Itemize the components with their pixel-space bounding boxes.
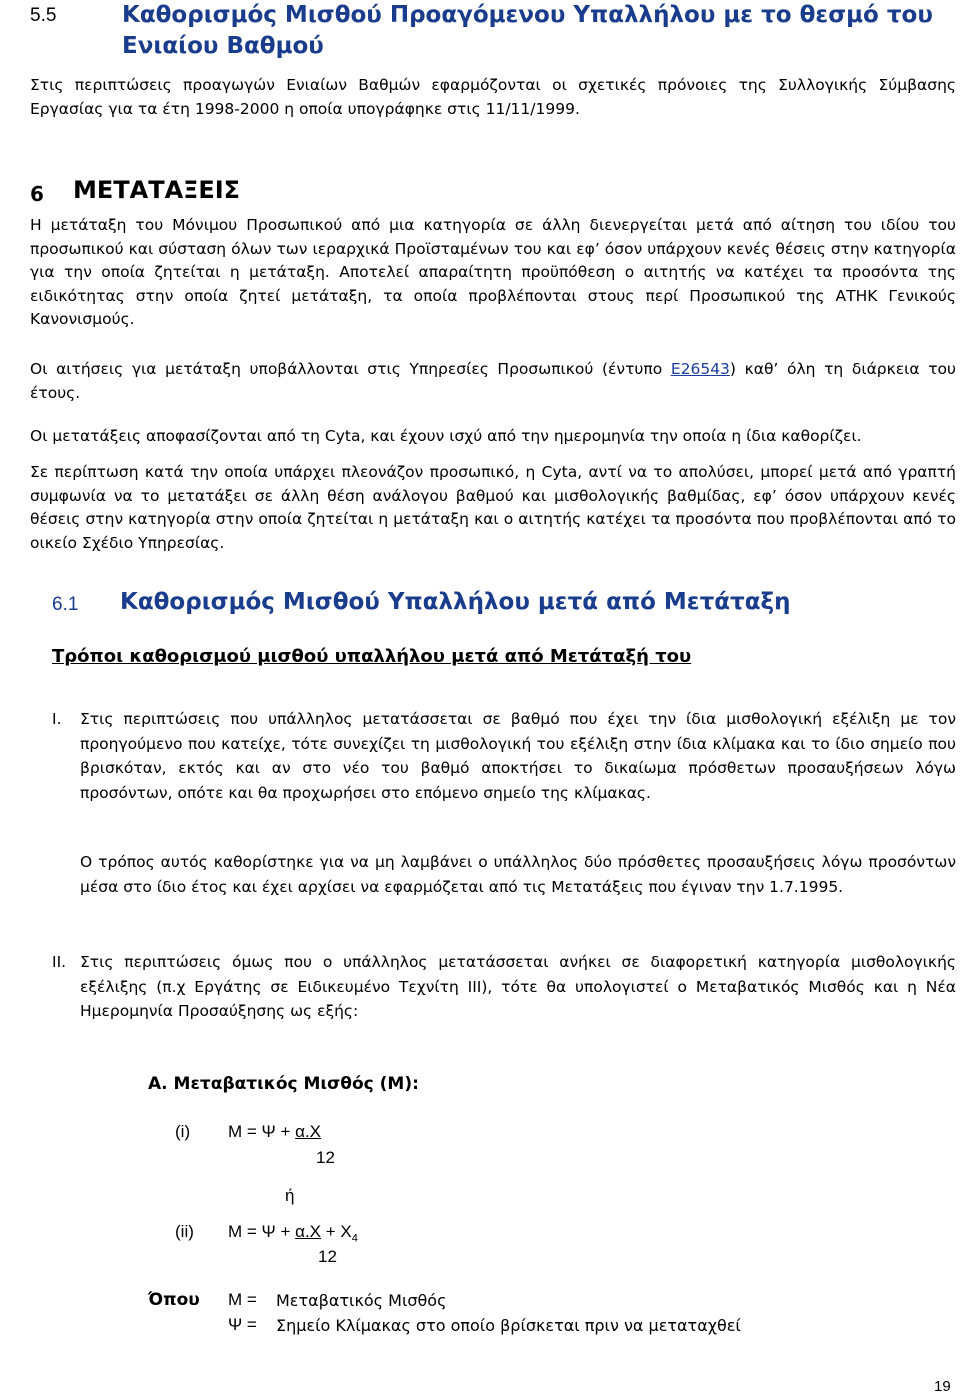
- formula-ii-fraction: α.Χ: [295, 1222, 322, 1241]
- p2-text-before: Οι αιτήσεις για μετάταξη υποβάλλονται στις Υπηρεσίες Προσωπικού (έντυπο: [30, 360, 671, 378]
- section-number-5-5: 5.5: [30, 5, 57, 26]
- formula-or: ή: [285, 1186, 295, 1205]
- page-number: 19: [934, 1378, 951, 1395]
- formula-ii-label: (ii): [175, 1222, 194, 1241]
- section-6-paragraph-1: Η μετάταξη του Μόνιμου Προσωπικού από μια κατηγορία σε άλλη διενεργείται μετά από αίτηση του ιδίου του προσωπικού και σύσταση όλων των ιεραρχικά Προϊσταμένων του και εφ’ όσον υπάρχουν κενές θέσεις στην κατηγορία για την οποία ζητείται η μετάταξη. Αποτελεί απαραίτητη προϋπόθεση ο αιτητής να κατέχει τα προσόντα της ειδικότητας στην οποία ζητεί μετάταξη, τα οποία προβλέπονται στους περί Προσωπικού της ΑΤΗΚ Γενικούς Κανονισμούς.: [30, 216, 956, 328]
- formula-i-label: (i): [175, 1122, 191, 1141]
- formula-ii-denominator: 12: [318, 1247, 337, 1266]
- item-I-paragraph-2: Ο τρόπος αυτός καθορίστηκε για να μη λαμβάνει ο υπάλληλος δύο πρόσθετες προσαυξήσεις λόγω προσόντων μέσα στο ίδιο έτος και έχει αρχίσει να εφαρμόζεται από τις Μετατάξεις που έγιναν την 1.7.1995.: [80, 853, 956, 896]
- formula-ii-lhs: Μ = Ψ +: [228, 1222, 296, 1241]
- section-title-5-5-line1: Καθορισμός Μισθού Προαγόμενου Υπαλλήλου με το θεσμό του: [122, 2, 933, 28]
- definition-1-text: Μεταβατικός Μισθός: [276, 1291, 447, 1310]
- section-6-1-subheading: Τρόποι καθορισμού μισθού υπαλλήλου μετά από Μετάταξή του: [52, 646, 692, 667]
- where-label: Όπου: [148, 1290, 200, 1310]
- section-number-6: 6: [30, 182, 44, 206]
- formula-i-expression: [228, 1122, 321, 1142]
- formula-ii-subscript: 4: [351, 1232, 358, 1245]
- section-title-6: ΜΕΤΑΤΑΞΕΙΣ: [73, 176, 241, 204]
- section-6-paragraph-4: Σε περίπτωση κατά την οποία υπάρχει πλεονάζον προσωπικό, η Cyta, αντί να το απολύσει, μπορεί μετά από γραπτή συμφωνία να το μετατάξει σε άλλη θέση ανάλογου βαθμού και μισθολογικής βαθμίδας, εφ’ όσον υπάρχουν κενές θέσεις στην κατηγορία στην οποία ζητείται η μετάταξη και ο αιτητής κατέχει τα προσόντα που προβλέπονται από το οικείο Σχέδιο Υπηρεσίας.: [30, 463, 956, 552]
- section-title-6-1: Καθορισμός Μισθού Υπαλλήλου μετά από Μετάταξη: [120, 589, 791, 615]
- formula-i-fraction: α.Χ: [295, 1122, 322, 1141]
- definition-2-text: Σημείο Κλίμακας στο οποίο βρίσκεται πριν να μεταταχθεί: [276, 1316, 741, 1335]
- item-I-paragraph-1: Στις περιπτώσεις που υπάλληλος μετατάσσεται σε βαθμό που έχει την ίδια μισθολογική εξέλιξη με τον προηγούμενο που κατείχε, τότε συνεχίζει τη μισθολογική του εξέλιξη στην ίδια κλίμακα και το ίδιο σημείο που βρισκόταν, εκτός και αν στο νέο του βαθμό αποκτήσει το δικαίωμα πρόσθετων προσαυξήσεων λόγω προσόντων, οπότε και θα προχωρήσει στο επόμενο σημείο της κλίμακας.: [80, 710, 956, 802]
- section-title-5-5-line2: Ενιαίου Βαθμού: [122, 33, 324, 59]
- section-6-paragraph-2: [30, 358, 956, 405]
- definition-1-symbol: Μ =: [228, 1290, 257, 1309]
- formula-ii-plus: + Χ: [321, 1222, 352, 1241]
- item-II-paragraph-1: Στις περιπτώσεις όμως που ο υπάλληλος μετατάσσεται ανήκει σε διαφορετική κατηγορία μισθολογικής εξέλιξης (π.χ Εργάτης σε Ειδικευμένο Τεχνίτη ΙΙΙ), τότε θα υπολογιστεί ο Μεταβατικός Μισθός και η Νέα Ημερομηνία Προσαύξησης ως εξής:: [80, 953, 956, 1020]
- formula-i-lhs: Μ = Ψ +: [228, 1122, 296, 1141]
- form-e26543-link[interactable]: Ε26543: [670, 360, 730, 378]
- section-6-paragraph-3: Οι μετατάξεις αποφασίζονται από τη Cyta, και έχουν ισχύ από την ημερομηνία την οποία η ίδια καθορίζει.: [30, 427, 862, 445]
- item-I-marker: I.: [52, 710, 62, 728]
- definition-2-symbol: Ψ =: [228, 1315, 257, 1334]
- formula-heading: Α. Μεταβατικός Μισθός (Μ):: [148, 1074, 419, 1094]
- p2-text-after: ) καθ’ όλη τη διάρκεια του έτους.: [30, 360, 956, 402]
- formula-ii-expression: [228, 1222, 358, 1244]
- section-5-5-paragraph: Στις περιπτώσεις προαγωγών Ενιαίων Βαθμών εφαρμόζονται οι σχετικές πρόνοιες της Συλλογικής Σύμβασης Εργασίας για τα έτη 1998-2000 η οποία υπογράφηκε στις 11/11/1999.: [30, 76, 956, 118]
- formula-i-denominator: 12: [316, 1148, 335, 1167]
- section-number-6-1: 6.1: [52, 594, 79, 615]
- item-II-marker: II.: [52, 953, 67, 971]
